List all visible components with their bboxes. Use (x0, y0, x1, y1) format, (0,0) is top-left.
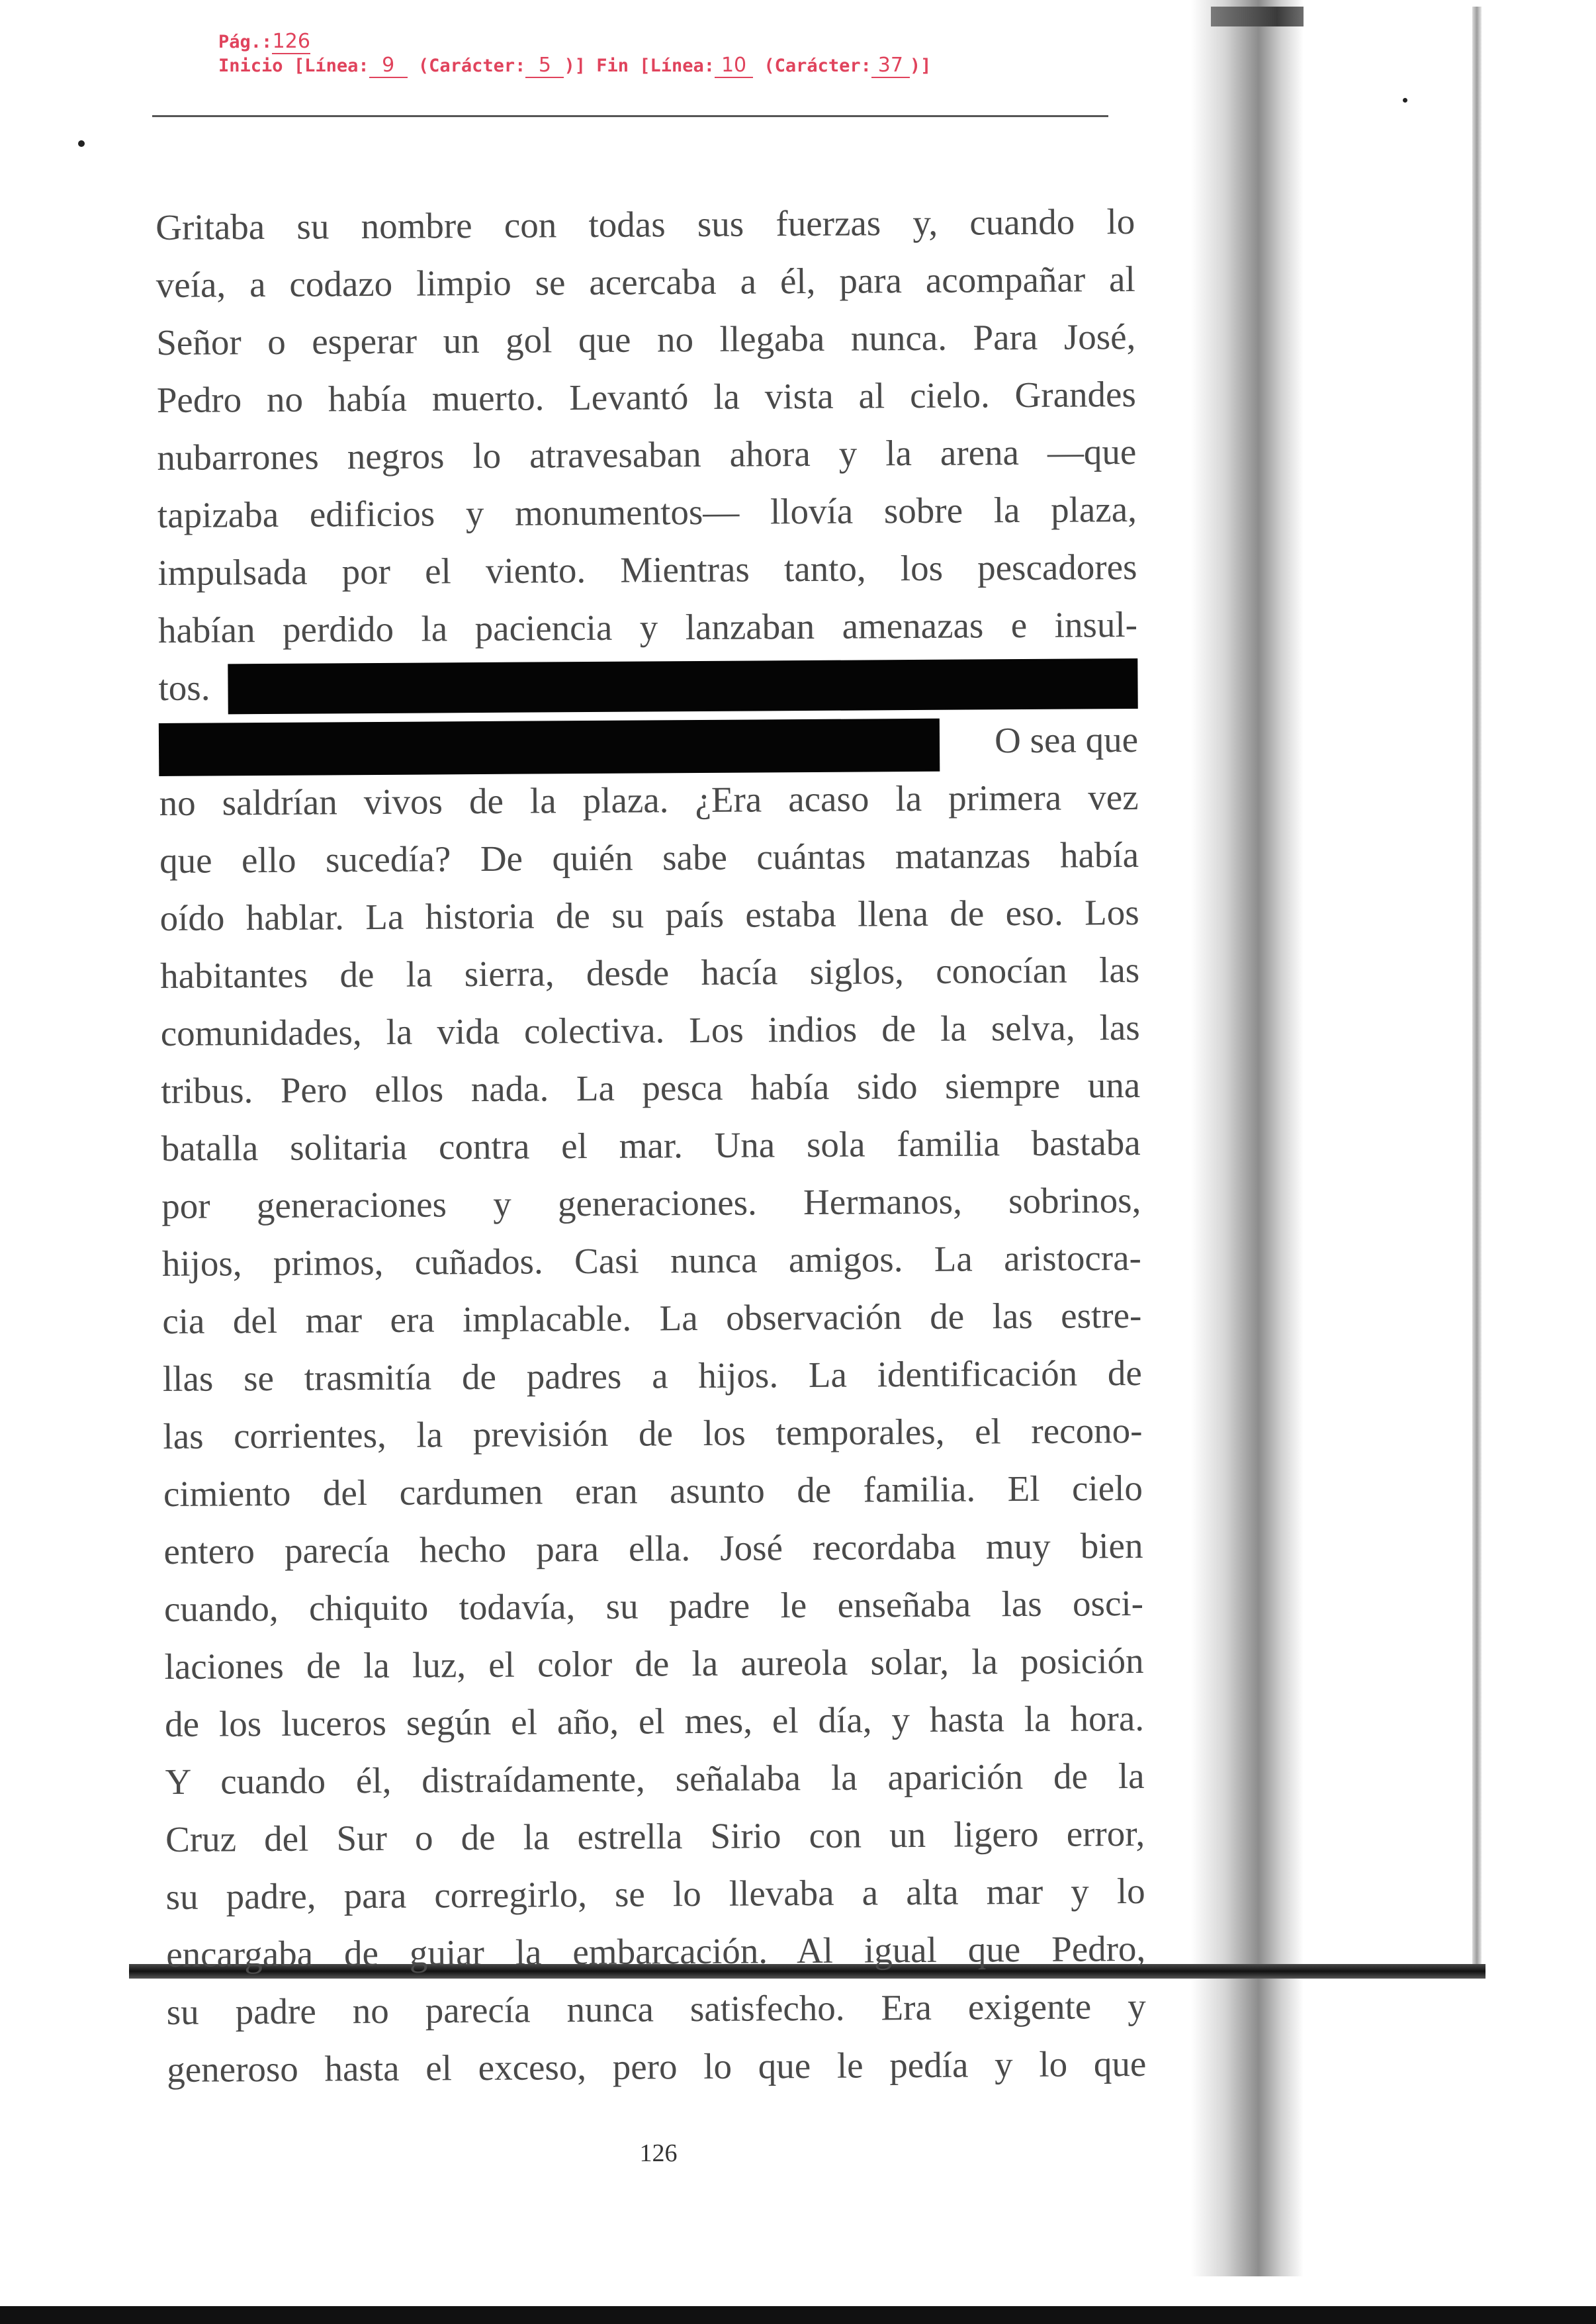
stamp-char-label: (Carácter: (764, 56, 871, 76)
text-line: tribus. Pero ellos nada. La pesca había sido siempre una (161, 1064, 1141, 1111)
text-line: cia del mar era implacable. La observación de las estre- (162, 1294, 1142, 1341)
text-line: tapizaba edificios y monumentos— llovía sobre la plaza, (157, 488, 1137, 535)
stamp-start-label: Inicio (218, 56, 283, 76)
text-line: Cruz del Sur o de la estrella Sirio con un ligero error, (165, 1812, 1145, 1859)
text-line: cimiento del cardumen eran asunto de familia. El cielo (163, 1467, 1143, 1514)
text-line: laciones de la luz, el color de la aureola solar, la posición (164, 1640, 1144, 1687)
text-line: de los luceros según el año, el mes, el día, y hasta la hora. (164, 1697, 1145, 1744)
text-line: encargaba de guiar la embarcación. Al igual que Pedro, (166, 1928, 1146, 1975)
stamp-end-line: 10 (715, 54, 753, 78)
text-line: su padre no parecía nunca satisfecho. Era exigente y (166, 1985, 1146, 2032)
text-line: comunidades, la vida colectiva. Los indios de la selva, las (160, 1006, 1140, 1053)
header-rule (152, 115, 1108, 117)
body-text (155, 193, 1147, 2098)
text-line: Gritaba su nombre con todas sus fuerzas y, cuando lo (155, 201, 1135, 247)
stamp-char-label: (Carácter: (418, 56, 526, 76)
text-line: generoso hasta el exceso, pero lo que le pedía y lo que (167, 2043, 1147, 2090)
text-line: oído hablar. La historia de su país estaba llena de eso. Los (159, 891, 1139, 938)
text-line: cuando, chiquito todavía, su padre le enseñaba las osci- (163, 1582, 1144, 1629)
facing-page-edge (1472, 7, 1482, 1965)
text-line: llas se trasmitía de padres a hijos. La identificación de (162, 1352, 1143, 1399)
reference-stamp (218, 30, 931, 78)
text-line: Pedro no había muerto. Levantó la vista al cielo. Grandes (156, 373, 1137, 420)
text-line: que ello sucedía? De quién sabe cuántas matanzas había (159, 834, 1139, 881)
text-line: habitantes de la sierra, desde hacía siglos, conocían las (159, 949, 1140, 996)
text-line: su padre, para corregirlo, se lo llevaba a alta mar y lo (165, 1870, 1145, 1917)
stamp-page-label: Pág.: (218, 32, 273, 52)
book-gutter-shadow (1191, 0, 1304, 2276)
stamp-close: )] (564, 56, 586, 76)
stamp-line-label: [Línea: (293, 56, 369, 76)
facing-page-blank (1304, 0, 1596, 2276)
stamp-end-char: 37 (871, 54, 910, 78)
text-line: entero parecía hecho para ella. José recordaba muy bien (163, 1525, 1143, 1572)
stamp-start-line: 9 (369, 54, 408, 78)
stamp-start-char: 5 (525, 54, 564, 78)
text-line: no saldrían vivos de la plaza. ¿Era acaso la primera vez (159, 776, 1139, 823)
text-line: hijos, primos, cuñados. Casi nunca amigos. La aristocra- (161, 1237, 1141, 1284)
stamp-close: )] (909, 56, 932, 76)
text-fragment: tos. (158, 667, 210, 708)
text-line: nubarrones negros lo atravesaban ahora y la arena —que (157, 431, 1137, 478)
stamp-end-label: Fin (596, 56, 629, 76)
speck-mark (78, 140, 85, 147)
text-line: las corrientes, la previsión de los temporales, el recono- (163, 1409, 1143, 1456)
redaction-bar (159, 719, 940, 776)
stamp-page-value: 126 (272, 30, 310, 53)
text-fragment: O sea que (994, 719, 1139, 761)
text-line: habían perdido la paciencia y lanzaban amenazas e insul- (157, 603, 1138, 650)
text-line-redacted (159, 711, 1139, 774)
text-line: por generaciones y generaciones. Hermanos, sobrinos, (161, 1179, 1141, 1226)
text-line: Señor o esperar un gol que no llegaba nunca. Para José, (156, 316, 1136, 363)
text-line: veía, a codazo limpio se acercaba a él, para acompañar al (155, 258, 1135, 305)
stamp-page-row (218, 30, 931, 54)
scanner-border (0, 2306, 1596, 2324)
stamp-range-row (218, 54, 931, 78)
page-number: 126 (639, 2139, 678, 2167)
text-line: Y cuando él, distraídamente, señalaba la aparición de la (165, 1755, 1145, 1802)
stamp-line-label: [Línea: (639, 56, 715, 76)
redaction-bar (228, 658, 1137, 714)
speck-mark (1403, 98, 1407, 103)
text-line-redacted (158, 653, 1138, 717)
text-line: batalla solitaria contra el mar. Una sola familia bastaba (161, 1122, 1141, 1169)
text-line: impulsada por el viento. Mientras tanto, los pescadores (157, 546, 1137, 593)
